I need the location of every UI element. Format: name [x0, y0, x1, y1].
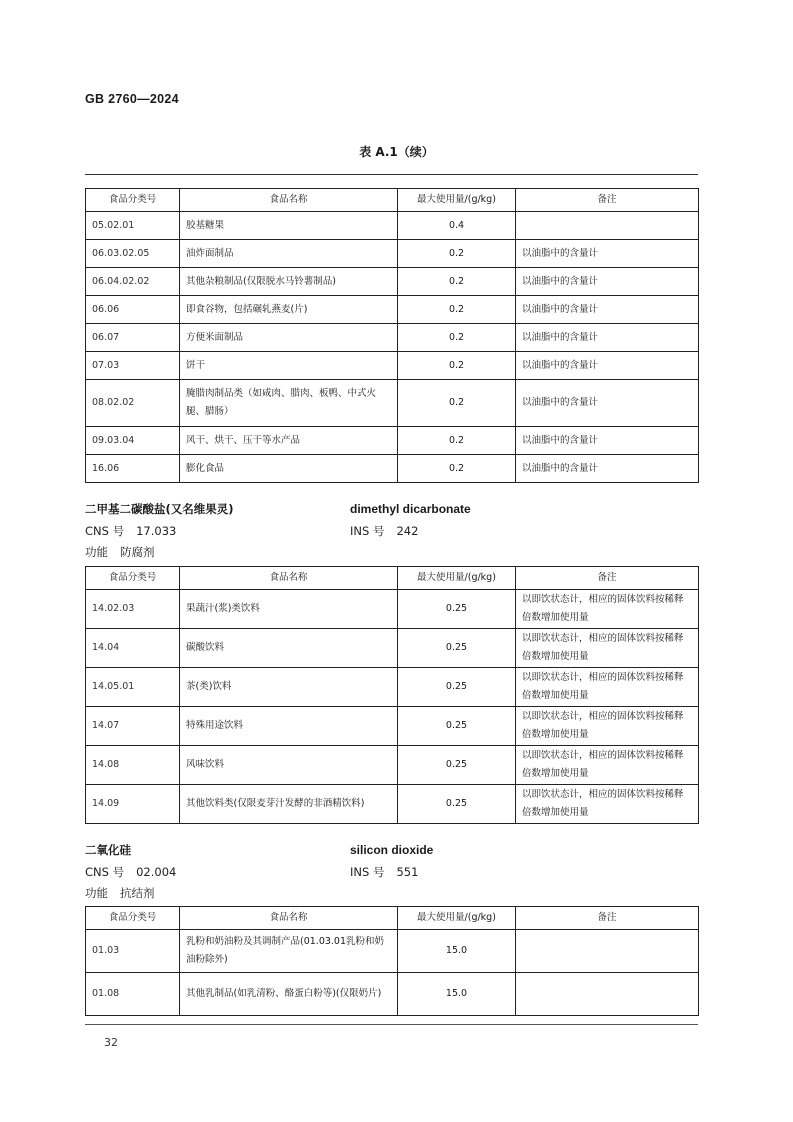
header-code: 食品分类号: [86, 567, 180, 590]
additive-name-en: silicon dioxide: [350, 843, 434, 857]
cell-note: 以油脂中的含量计: [516, 296, 699, 324]
cell-note: 以即饮状态计，相应的固体饮料按稀释倍数增加使用量: [516, 707, 699, 746]
cell-max: 0.25: [398, 668, 516, 707]
cell-name: 腌腊肉制品类（如咸肉、腊肉、板鸭、中式火腿、腊肠）: [180, 380, 398, 427]
cell-name: 油炸面制品: [180, 240, 398, 268]
additive-name-cn: 二氧化硅: [85, 843, 131, 857]
table-row: [86, 324, 699, 352]
cell-note: 以油脂中的含量计: [516, 268, 699, 296]
cell-code: 06.07: [86, 324, 180, 352]
cell-code: 01.08: [86, 973, 180, 1016]
cell-code: 08.02.02: [86, 380, 180, 427]
cell-max: 0.25: [398, 629, 516, 668]
header-note: 备注: [516, 907, 699, 930]
cell-note: 以油脂中的含量计: [516, 455, 699, 483]
table-row: [86, 427, 699, 455]
header-max: 最大使用量/(g/kg): [398, 189, 516, 212]
header-note: 备注: [516, 189, 699, 212]
cell-max: 15.0: [398, 973, 516, 1016]
cell-code: 14.04: [86, 629, 180, 668]
cell-note: [516, 930, 699, 973]
function-value: 防腐剂: [120, 545, 155, 559]
cell-max: 0.25: [398, 590, 516, 629]
table-row: [86, 746, 699, 785]
function-label: 功能: [85, 886, 108, 900]
caption-rule: [85, 174, 698, 175]
cell-name: 即食谷物，包括碾轧燕麦(片): [180, 296, 398, 324]
cell-code: 14.07: [86, 707, 180, 746]
cell-note: 以油脂中的含量计: [516, 324, 699, 352]
table-caption: 表 A.1（续）: [359, 145, 434, 159]
cell-note: 以油脂中的含量计: [516, 427, 699, 455]
header-name: 食品名称: [180, 907, 398, 930]
function-label: 功能: [85, 545, 108, 559]
cell-name: 饼干: [180, 352, 398, 380]
cell-note: [516, 973, 699, 1016]
header-max: 最大使用量/(g/kg): [398, 567, 516, 590]
table-row: [86, 707, 699, 746]
cell-note: 以油脂中的含量计: [516, 352, 699, 380]
ins-label: INS 号: [350, 865, 385, 879]
page-number: 32: [104, 1036, 118, 1049]
cell-note: 以即饮状态计，相应的固体饮料按稀释倍数增加使用量: [516, 746, 699, 785]
cell-name: 乳粉和奶油粉及其调制产品(01.03.01乳粉和奶油粉除外): [180, 930, 398, 973]
cell-max: 0.25: [398, 785, 516, 824]
additive-name-cn: 二甲基二碳酸盐(又名维果灵): [85, 502, 234, 516]
table-row: [86, 268, 699, 296]
table-row: [86, 352, 699, 380]
cns-value: 17.033: [136, 524, 177, 538]
cell-code: 06.06: [86, 296, 180, 324]
cell-name: 果蔬汁(浆)类饮料: [180, 590, 398, 629]
cell-max: 0.4: [398, 212, 516, 240]
cns-label: CNS 号: [85, 865, 125, 879]
cell-note: 以即饮状态计，相应的固体饮料按稀释倍数增加使用量: [516, 785, 699, 824]
table-row: [86, 668, 699, 707]
cell-max: 0.2: [398, 380, 516, 427]
table-row: [86, 455, 699, 483]
additive-name-en: dimethyl dicarbonate: [350, 502, 471, 516]
cell-name: 风味饮料: [180, 746, 398, 785]
header-name: 食品名称: [180, 567, 398, 590]
cell-max: 0.2: [398, 296, 516, 324]
cell-name: 其他乳制品(如乳清粉、酪蛋白粉等)(仅限奶片): [180, 973, 398, 1016]
cell-note: 以即饮状态计，相应的固体饮料按稀释倍数增加使用量: [516, 590, 699, 629]
cns-line: [85, 864, 176, 880]
table-row: [86, 212, 699, 240]
function-line: [85, 885, 155, 901]
cell-name: 茶(类)饮料: [180, 668, 398, 707]
table-header-row: [86, 189, 699, 212]
function-line: [85, 544, 155, 560]
cell-code: 09.03.04: [86, 427, 180, 455]
cell-name: 其他饮料类(仅限麦芽汁发酵的非酒精饮料): [180, 785, 398, 824]
cell-code: 06.04.02.02: [86, 268, 180, 296]
cell-code: 14.09: [86, 785, 180, 824]
table-row: [86, 380, 699, 427]
cell-code: 01.03: [86, 930, 180, 973]
cell-max: 0.25: [398, 707, 516, 746]
ins-label: INS 号: [350, 524, 385, 538]
header-max: 最大使用量/(g/kg): [398, 907, 516, 930]
cell-code: 14.02.03: [86, 590, 180, 629]
cell-code: 16.06: [86, 455, 180, 483]
cell-code: 07.03: [86, 352, 180, 380]
ins-line: [350, 523, 418, 539]
cell-max: 0.2: [398, 455, 516, 483]
additive-table-3: [85, 906, 699, 1016]
table-row: [86, 930, 699, 973]
cell-note: [516, 212, 699, 240]
cell-note: 以即饮状态计，相应的固体饮料按稀释倍数增加使用量: [516, 668, 699, 707]
cell-note: 以即饮状态计，相应的固体饮料按稀释倍数增加使用量: [516, 629, 699, 668]
table-row: [86, 785, 699, 824]
header-code: 食品分类号: [86, 189, 180, 212]
header-code: 食品分类号: [86, 907, 180, 930]
cell-max: 0.2: [398, 240, 516, 268]
ins-line: [350, 864, 418, 880]
cell-max: 0.2: [398, 352, 516, 380]
document-code: GB 2760—2024: [85, 92, 179, 106]
cell-name: 风干、烘干、压干等水产品: [180, 427, 398, 455]
additive-table-2: [85, 566, 699, 824]
cell-name: 膨化食品: [180, 455, 398, 483]
cns-line: [85, 523, 176, 539]
cell-code: 14.08: [86, 746, 180, 785]
header-name: 食品名称: [180, 189, 398, 212]
cell-name: 胶基糖果: [180, 212, 398, 240]
cell-max: 0.2: [398, 427, 516, 455]
cell-name: 碳酸饮料: [180, 629, 398, 668]
ins-value: 551: [396, 865, 419, 879]
table-row: [86, 629, 699, 668]
cell-name: 其他杂粮制品(仅限脱水马铃薯制品): [180, 268, 398, 296]
cell-max: 0.25: [398, 746, 516, 785]
table-row: [86, 590, 699, 629]
table-row: [86, 973, 699, 1016]
cell-max: 0.2: [398, 324, 516, 352]
footer-rule: [85, 1024, 698, 1025]
table-row: [86, 240, 699, 268]
additive-table-1: [85, 188, 699, 483]
cell-code: 05.02.01: [86, 212, 180, 240]
table-header-row: [86, 567, 699, 590]
cell-max: 15.0: [398, 930, 516, 973]
cell-note: 以油脂中的含量计: [516, 240, 699, 268]
table-row: [86, 296, 699, 324]
cell-name: 方便米面制品: [180, 324, 398, 352]
cell-max: 0.2: [398, 268, 516, 296]
cell-code: 14.05.01: [86, 668, 180, 707]
table-header-row: [86, 907, 699, 930]
cell-name: 特殊用途饮料: [180, 707, 398, 746]
cell-note: 以油脂中的含量计: [516, 380, 699, 427]
function-value: 抗结剂: [120, 886, 155, 900]
cns-value: 02.004: [136, 865, 177, 879]
cell-code: 06.03.02.05: [86, 240, 180, 268]
ins-value: 242: [396, 524, 419, 538]
cns-label: CNS 号: [85, 524, 125, 538]
header-note: 备注: [516, 567, 699, 590]
